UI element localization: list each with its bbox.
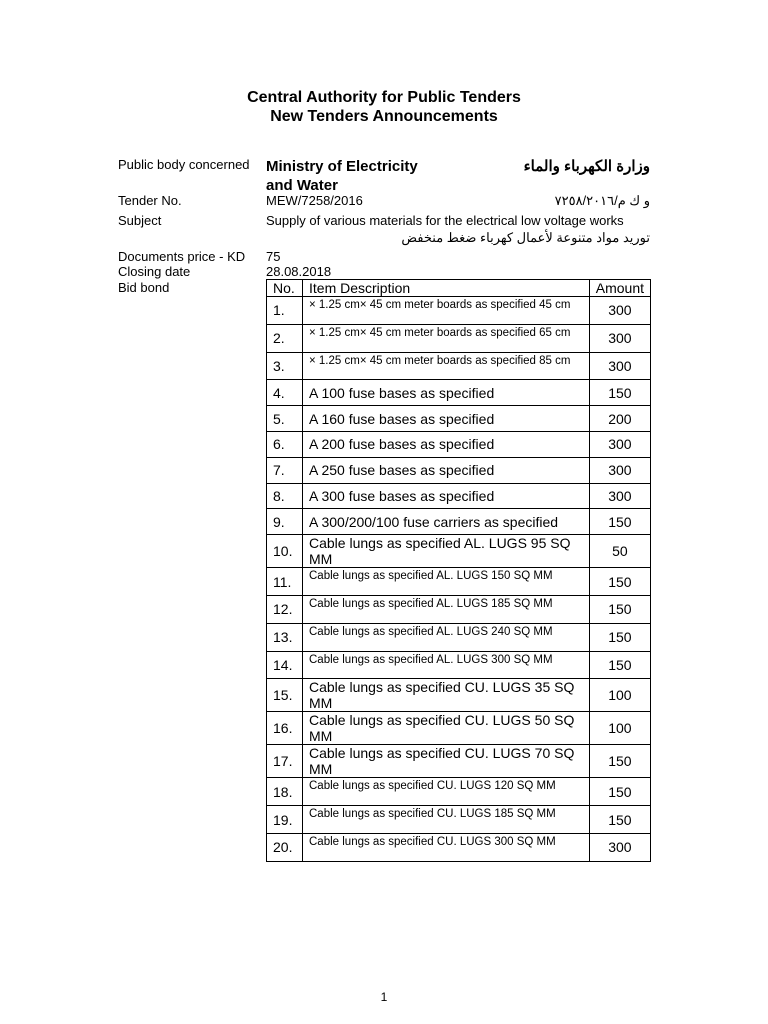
item-description: A 100 fuse bases as specified [303, 380, 590, 406]
item-description: Cable lungs as specified AL. LUGS 240 SQ MM [303, 623, 590, 651]
table-row [267, 745, 651, 778]
item-description: Cable lungs as specified CU. LUGS 120 SQ MM [303, 778, 590, 806]
item-description: × 1.25 cm× 45 cm meter boards as specified 85 cm [303, 352, 590, 380]
item-amount: 300 [589, 352, 650, 380]
bid-bond-label: Bid bond [118, 280, 170, 295]
table-row [267, 651, 651, 679]
row-number: 1. [267, 297, 303, 325]
public-body-arabic: وزارة الكهرباء والماء [523, 158, 650, 175]
item-description: Cable lungs as specified AL. LUGS 95 SQ MM [303, 535, 590, 568]
table-row [267, 457, 651, 483]
table-row [267, 595, 651, 623]
item-amount: 150 [589, 380, 650, 406]
item-amount: 150 [589, 595, 650, 623]
table-row [267, 297, 651, 325]
row-number: 8. [267, 483, 303, 509]
table-row [267, 679, 651, 712]
item-amount: 150 [589, 509, 650, 535]
item-description: Cable lungs as specified AL. LUGS 150 SQ MM [303, 568, 590, 596]
item-amount: 100 [589, 712, 650, 745]
document-title: Central Authority for Public Tenders [247, 89, 521, 106]
item-description: Cable lungs as specified CU. LUGS 185 SQ MM [303, 806, 590, 834]
item-description: A 160 fuse bases as specified [303, 406, 590, 432]
table-row [267, 623, 651, 651]
item-description: Cable lungs as specified CU. LUGS 300 SQ MM [303, 833, 590, 861]
subject-arabic: توريد مواد متنوعة لأعمال كهرباء ضغط منخفض [401, 230, 650, 245]
items-table [266, 279, 651, 862]
table-row [267, 406, 651, 432]
item-amount: 300 [589, 833, 650, 861]
row-number: 5. [267, 406, 303, 432]
table-row [267, 712, 651, 745]
row-number: 18. [267, 778, 303, 806]
documents-price-value: 75 [266, 249, 281, 264]
item-description: × 1.25 cm× 45 cm meter boards as specified 45 cm [303, 297, 590, 325]
closing-date-label: Closing date [118, 264, 191, 279]
row-number: 16. [267, 712, 303, 745]
item-amount: 300 [589, 457, 650, 483]
closing-date-value: 28.08.2018 [266, 264, 332, 279]
subject-label: Subject [118, 213, 162, 228]
table-row [267, 778, 651, 806]
row-number: 2. [267, 324, 303, 352]
item-description: × 1.25 cm× 45 cm meter boards as specified 65 cm [303, 324, 590, 352]
table-header-row [267, 280, 651, 297]
table-row [267, 431, 651, 457]
header-no: No. [267, 280, 303, 297]
item-amount: 300 [589, 324, 650, 352]
row-number: 4. [267, 380, 303, 406]
item-amount: 150 [589, 778, 650, 806]
table-row [267, 380, 651, 406]
tender-no-value: MEW/7258/2016 [266, 193, 363, 208]
tender-no-label: Tender No. [118, 193, 182, 208]
row-number: 13. [267, 623, 303, 651]
table-row [267, 483, 651, 509]
public-body-label: Public body concerned [118, 157, 250, 172]
row-number: 12. [267, 595, 303, 623]
row-number: 20. [267, 833, 303, 861]
item-description: A 300/200/100 fuse carriers as specified [303, 509, 590, 535]
row-number: 7. [267, 457, 303, 483]
row-number: 14. [267, 651, 303, 679]
item-description: Cable lungs as specified CU. LUGS 50 SQ MM [303, 712, 590, 745]
item-description: Cable lungs as specified AL. LUGS 300 SQ MM [303, 651, 590, 679]
item-amount: 100 [589, 679, 650, 712]
table-row [267, 568, 651, 596]
table-row [267, 833, 651, 861]
item-amount: 50 [589, 535, 650, 568]
item-amount: 300 [589, 483, 650, 509]
row-number: 3. [267, 352, 303, 380]
row-number: 19. [267, 806, 303, 834]
item-description: Cable lungs as specified CU. LUGS 70 SQ MM [303, 745, 590, 778]
page-number: 1 [380, 990, 388, 1004]
item-amount: 300 [589, 297, 650, 325]
items-body [267, 297, 651, 862]
item-description: A 200 fuse bases as specified [303, 431, 590, 457]
row-number: 17. [267, 745, 303, 778]
table-row [267, 806, 651, 834]
document-subtitle: New Tenders Announcements [270, 108, 498, 125]
table-row [267, 324, 651, 352]
public-body-value: Ministry of Electricity and Water [266, 158, 418, 194]
table-row [267, 535, 651, 568]
item-description: A 250 fuse bases as specified [303, 457, 590, 483]
documents-price-label: Documents price - KD [118, 249, 246, 264]
header-amount: Amount [589, 280, 650, 297]
item-amount: 200 [589, 406, 650, 432]
table-row [267, 352, 651, 380]
header-description: Item Description [303, 280, 590, 297]
item-amount: 150 [589, 806, 650, 834]
row-number: 9. [267, 509, 303, 535]
item-amount: 150 [589, 651, 650, 679]
item-amount: 150 [589, 745, 650, 778]
item-amount: 150 [589, 568, 650, 596]
item-description: Cable lungs as specified AL. LUGS 185 SQ MM [303, 595, 590, 623]
row-number: 11. [267, 568, 303, 596]
table-row [267, 509, 651, 535]
row-number: 15. [267, 679, 303, 712]
subject-value: Supply of various materials for the electrical low voltage works [266, 213, 624, 228]
item-description: A 300 fuse bases as specified [303, 483, 590, 509]
row-number: 6. [267, 431, 303, 457]
tender-no-arabic: و ك م/٧٢٥٨/٢٠١٦ [554, 193, 650, 208]
row-number: 10. [267, 535, 303, 568]
item-amount: 150 [589, 623, 650, 651]
item-amount: 300 [589, 431, 650, 457]
item-description: Cable lungs as specified CU. LUGS 35 SQ MM [303, 679, 590, 712]
